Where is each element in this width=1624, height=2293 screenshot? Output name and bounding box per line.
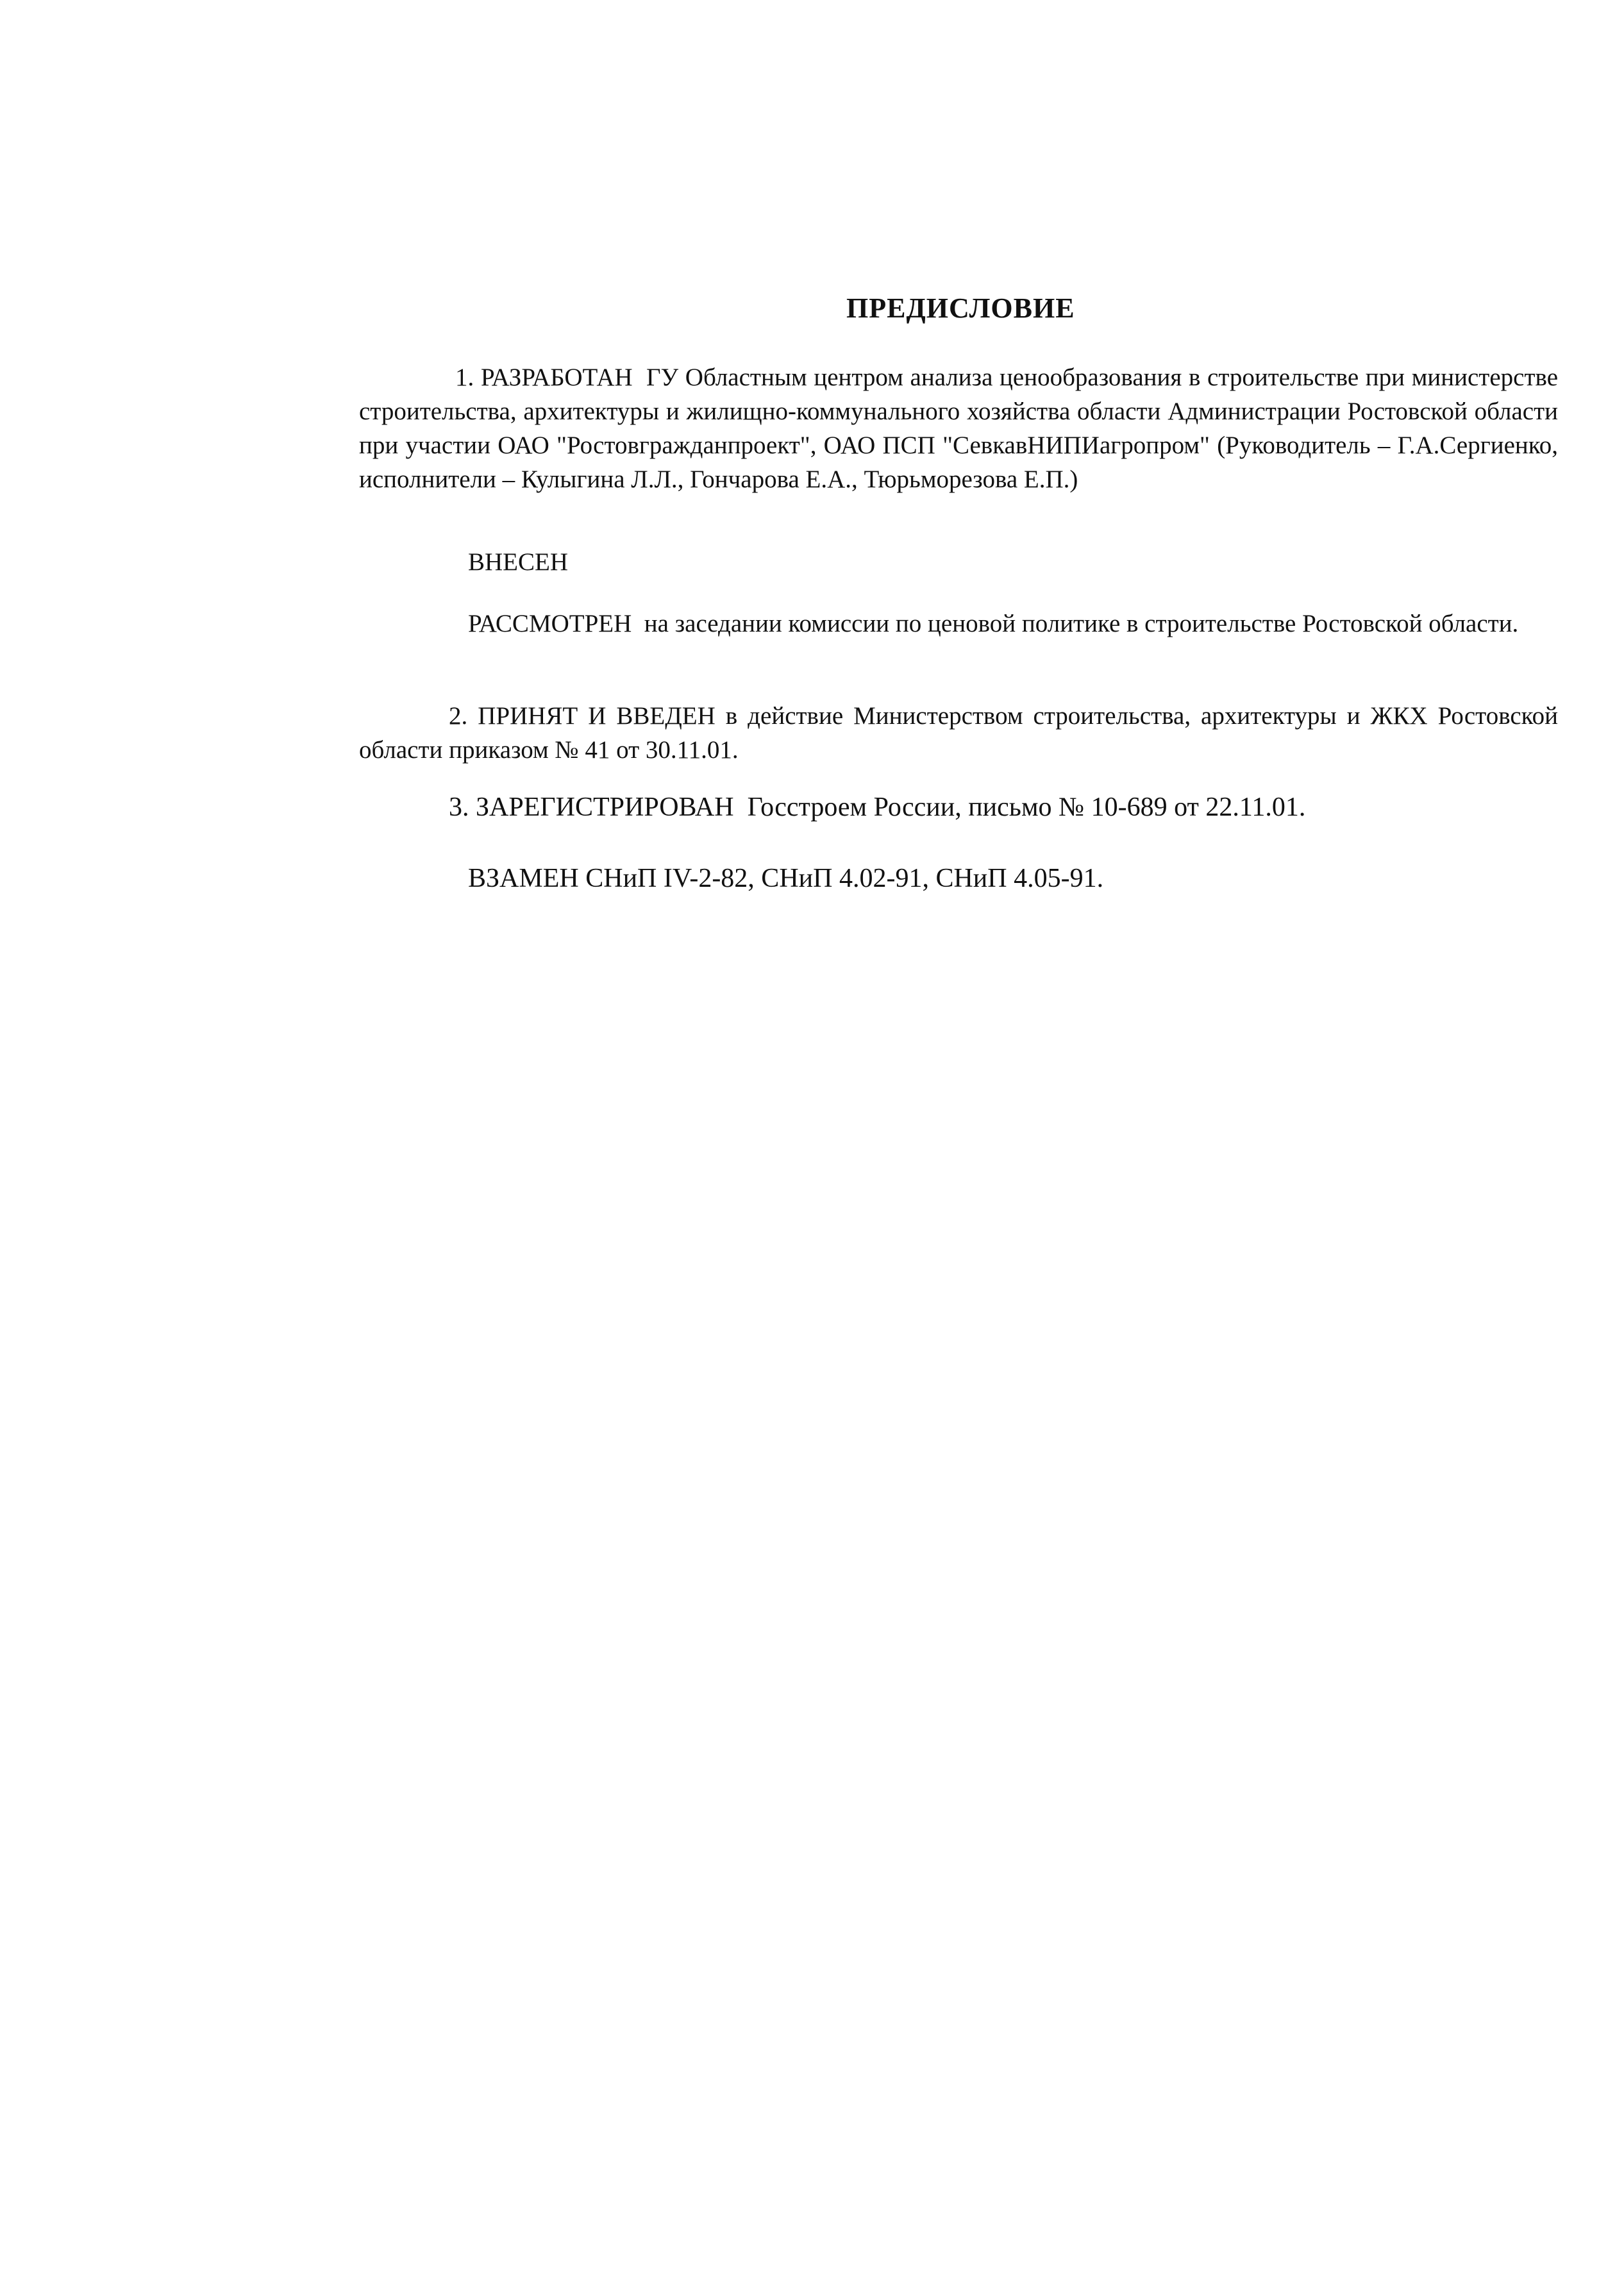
paragraph-submitted-lead: ВНЕСЕН xyxy=(468,548,568,576)
paragraph-developed-lead: 1. РАЗРАБОТАН xyxy=(455,364,633,391)
paragraph-reviewed xyxy=(359,607,1558,641)
paragraph-adopted-lead: 2. ПРИНЯТ И ВВЕДЕН xyxy=(449,702,716,730)
paragraph-registered-text: Госстроем России, письмо № 10-689 от 22.11.01. xyxy=(747,793,1306,822)
paragraph-submitted xyxy=(468,545,1558,579)
paragraph-adopted-text: в действие Министерством строительства, архитектуры и ЖКХ Ростовской области приказом № 41 от 30.11.01. xyxy=(359,702,1559,764)
paragraph-replaces-lead: ВЗАМЕН xyxy=(468,864,579,893)
paragraph-replaces xyxy=(468,862,1558,896)
paragraph-registered xyxy=(449,791,1558,825)
paragraph-adopted xyxy=(359,699,1558,767)
paragraph-reviewed-text: на заседании комиссии по ценовой политике в строительстве Ростовской области. xyxy=(644,610,1519,637)
paragraph-developed-text: ГУ Областным центром анализа ценообразования в строительстве при министерстве строительства, архитектуры и жилищно-коммунального хозяйства области Администрации Ростовской области при участии ОАО "Ростовгражданпроект", ОАО ПСП "СевкавНИПИагропром" (Руководитель – Г.А.Сергиенко, исполнители – Кулыгина Л.Л., Гончарова Е.А., Тюрьморезова Е.П.) xyxy=(359,364,1559,493)
page-title: ПРЕДИСЛОВИЕ xyxy=(846,292,1075,324)
paragraph-registered-lead: 3. ЗАРЕГИСТРИРОВАН xyxy=(449,793,734,822)
paragraph-replaces-text: СНиП IV-2-82, СНиП 4.02-91, СНиП 4.05-91. xyxy=(585,864,1104,893)
paragraph-developed xyxy=(359,360,1558,496)
paragraph-reviewed-lead: РАССМОТРЕН xyxy=(468,610,632,637)
